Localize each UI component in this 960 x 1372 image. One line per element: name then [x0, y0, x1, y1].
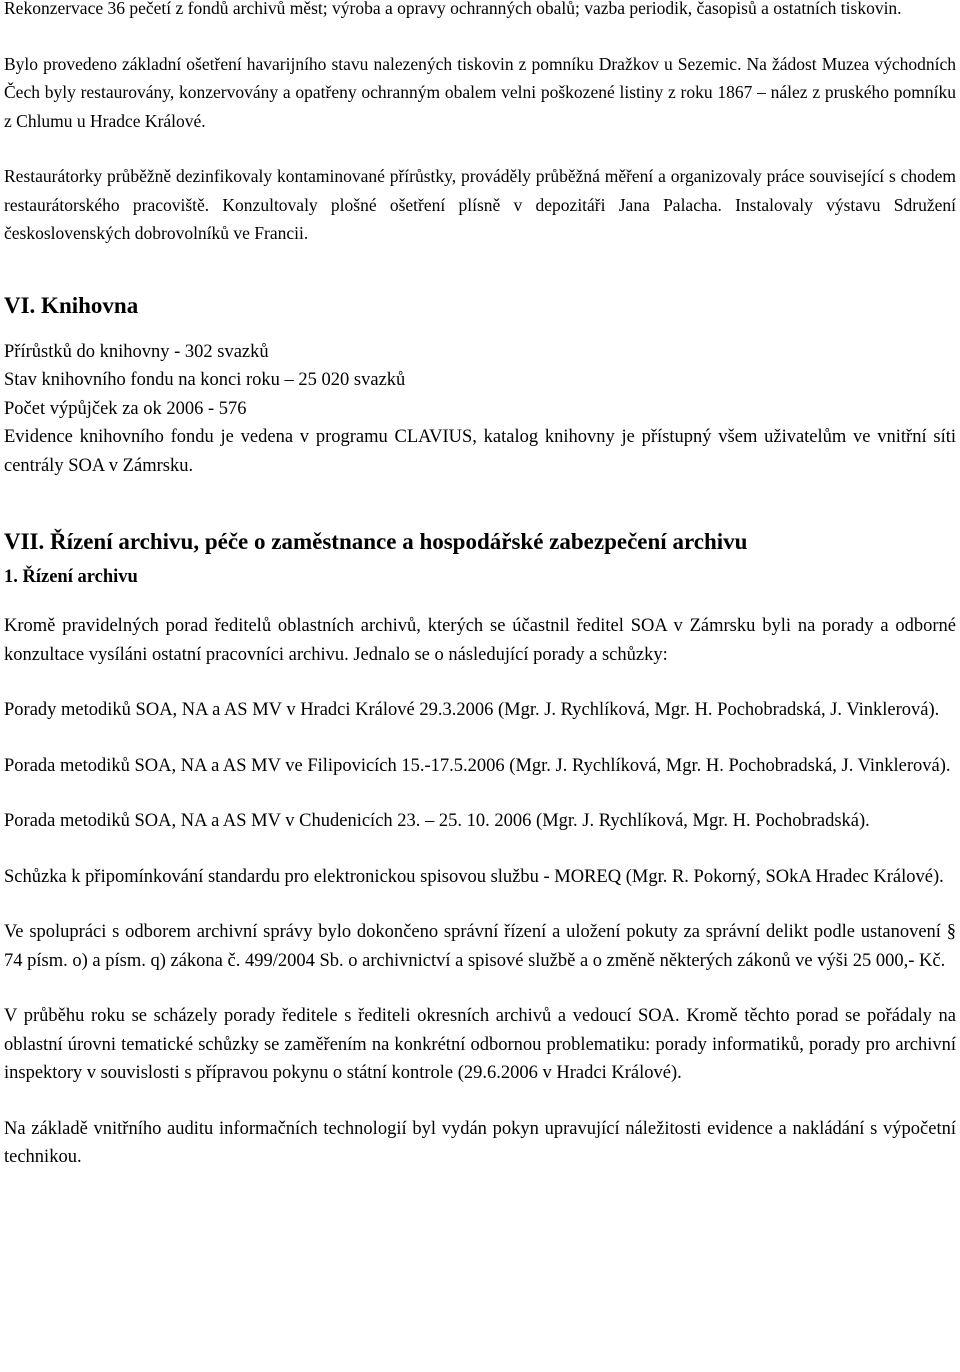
library-acquisitions: Přírůstků do knihovny - 302 svazků: [4, 341, 269, 362]
paragraph-it-audit: Na základě vnitřního auditu informačních technologií byl vydán pokyn upravující náležitosti evidence a nakládání s výpočetní technikou.: [4, 1118, 956, 1167]
paragraph-penalty-proceedings: Ve spolupráci s odborem archivní správy bylo dokončeno správní řízení a uložení pokuty za správní delikt podle ustanovení § 74 písm. o) a písm. q) zákona č. 499/2004 Sb. o archivnictví a spisové službě a o změně některých zákonů ve výši 25 000,- Kč.: [4, 922, 956, 971]
paragraph-meeting-chudenice: Porada metodiků SOA, NA a AS MV v Chudenicích 23. – 25. 10. 2006 (Mgr. J. Rychlíková, Mgr. H. Pochobradská).: [4, 811, 870, 831]
paragraph-damaged-prints: Bylo provedeno základní ošetření havarijního stavu nalezených tiskovin z pomníku Dražkov u Sezemic. Na žádost Muzea východních Čech byly restaurovány, konzervovány a opatřeny ochranným obalem velni poškozené listiny z roku 1867 – nález z pruského pomníku z Chlumu u Hradce Králové.: [4, 53, 956, 131]
paragraph-meeting-filipovice: Porada metodiků SOA, NA a AS MV ve Filipovicích 15.-17.5.2006 (Mgr. J. Rychlíková, Mgr. H. Pochobradská, J. Vinklerová).: [4, 755, 951, 776]
library-fund-state: Stav knihovního fondu na konci roku – 25 020 svazků: [4, 370, 406, 390]
paragraph-meetings-intro: Kromě pravidelných porad ředitelů oblastních archivů, kterých se účastnil ředitel SOA v Zámrsku byli na porady a odborné konzultace vysíláni ostatní pracovníci archivu. Jednalo se o následující porady a schůzky:: [4, 616, 956, 665]
paragraph-moreq-meeting: Schůzka k připomínkování standardu pro elektronickou spisovou službu - MOREQ (Mgr. R. Pokorný, SOkA Hradec Králové).: [4, 866, 944, 887]
document-page: [4, 0, 956, 1172]
paragraph-meeting-hradec: Porady metodiků SOA, NA a AS MV v Hradci Králové 29.3.2006 (Mgr. J. Rychlíková, Mgr. H. Pochobradská, J. Vinklerová).: [4, 700, 940, 720]
paragraph-director-meetings: V průběhu roku se scházely porady ředitele s řediteli okresních archivů a vedoucí SOA. Kromě těchto porad se pořádaly na oblastní úrovni tematické schůzky se zaměřením na konkrétní odbornou problematiku: porady informatiků, porady pro archivní inspektory v souvislosti s přípravou pokynu o státní kontrole (29.6.2006 v Hradci Králové).: [4, 1006, 956, 1083]
section-heading-management: VII. Řízení archivu, péče o zaměstnance a hospodářské zabezpečení archivu: [4, 529, 748, 554]
section-heading-library: VI. Knihovna: [4, 292, 139, 318]
paragraph-restorers-activities: Restaurátorky průběžně dezinfikovaly kontaminované přírůstky, prováděly průběžná měření a organizovaly práce související s chodem restaurátorského pracoviště. Konzultovaly plošné ošetření plísně v depozitáři Jana Palacha. Instalovaly výstavu Sdružení československých dobrovolníků ve Francii.: [4, 166, 956, 243]
library-loans: Počet výpůjček za ok 2006 - 576: [4, 398, 247, 419]
library-evidence: Evidence knihovního fondu je vedena v programu CLAVIUS, katalog knihovny je přístupný všem uživatelům ve vnitřní síti centrály SOA v Zámrsku.: [4, 427, 956, 476]
paragraph-restoration-seals: Rekonzervace 36 pečetí z fondů archivů měst; výroba a opravy ochranných obalů; vazba periodik, časopisů a ostatních tiskovin.: [4, 0, 902, 18]
subsection-heading-archive-management: 1. Řízení archivu: [4, 567, 138, 587]
